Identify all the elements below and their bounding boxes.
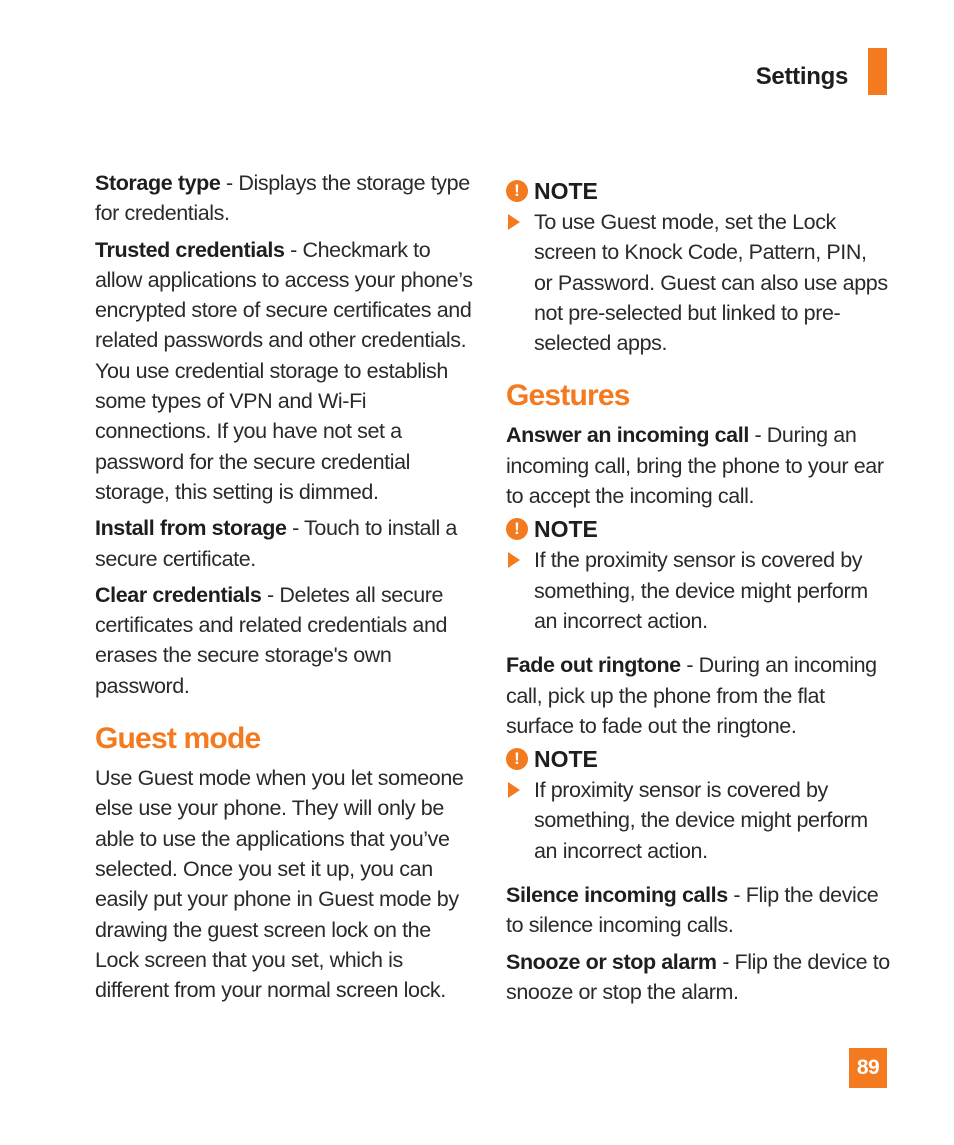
note-heading — [506, 743, 890, 775]
entry-term: Install from storage — [95, 516, 287, 541]
gestures-heading: Gestures — [506, 379, 630, 413]
entry-description: - Flip the device to silence incoming calls. — [506, 883, 879, 938]
install-from-storage-entry — [95, 513, 480, 574]
guest-mode-heading: Guest mode — [95, 722, 261, 756]
guest-mode-body: Use Guest mode when you let someone else use your phone. They will only be able to use the applications that you’ve selected. Once you set it up, you can easily put your phone in Guest mode by drawing the guest screen lock on the Lock screen that you set, which is different from your normal screen lock. — [95, 766, 464, 1003]
note-item — [506, 207, 890, 358]
entry-description: - During an incoming call, pick up the phone from the flat surface to fade out the ringtone. — [506, 653, 877, 738]
note-label: NOTE — [534, 746, 598, 773]
entry-description: - Displays the storage type for credentials. — [95, 171, 470, 226]
right-column — [506, 175, 890, 1013]
triangle-bullet-icon — [508, 214, 520, 230]
note-text: If proximity sensor is covered by something, the device might perform an incorrect action. — [534, 778, 868, 863]
note-label: NOTE — [534, 178, 598, 204]
entry-description: - Deletes all secure certificates and related credentials and erases the secure storage's own password. — [95, 582, 448, 698]
warning-icon: ! — [506, 180, 528, 202]
warning-icon: ! — [506, 518, 528, 540]
entry-term: Clear credentials — [95, 582, 262, 607]
entry-description: - Checkmark to allow applications to access your phone’s encrypted store of secure certificates and related passwords and other credentials. You use credential storage to establish some types of VPN and Wi-Fi connections. If you have not set a password for the secure credential storage, this setting is dimmed. — [95, 237, 473, 504]
entry-term: Answer an incoming call — [506, 423, 749, 448]
warning-icon: ! — [506, 748, 528, 770]
triangle-bullet-icon — [508, 552, 520, 568]
entry-description: - During an incoming call, bring the phone to your ear to accept the incoming call. — [506, 423, 884, 509]
entry-term: Storage type — [95, 171, 221, 195]
page-number: 89 — [849, 1048, 887, 1088]
fade-ringtone-entry — [506, 650, 890, 741]
note-item — [506, 545, 890, 636]
entry-term: Fade out ringtone — [506, 653, 681, 678]
section-header-title: Settings — [755, 63, 848, 90]
left-column — [95, 168, 480, 1011]
entry-term: Trusted credentials — [95, 237, 285, 262]
note-heading — [506, 175, 890, 207]
answer-call-entry — [506, 420, 890, 511]
note-text: If the proximity sensor is covered by something, the device might perform an incorrect action. — [534, 548, 868, 633]
triangle-bullet-icon — [508, 782, 520, 798]
section-tab-marker — [868, 48, 887, 95]
note-heading — [506, 513, 890, 545]
snooze-alarm-entry — [506, 947, 890, 1008]
silence-calls-entry — [506, 880, 890, 941]
entry-description: - Flip the device to snooze or stop the alarm. — [506, 949, 890, 1004]
trusted-credentials-entry — [95, 235, 480, 508]
clear-credentials-entry — [95, 580, 480, 701]
note-text: To use Guest mode, set the Lock screen to Knock Code, Pattern, PIN, or Password. Guest can also use apps not pre-selected but linked to pre-selected apps. — [534, 210, 888, 356]
note-item — [506, 775, 890, 866]
storage-type-entry — [95, 168, 480, 229]
entry-term: Snooze or stop alarm — [506, 949, 717, 974]
note-label: NOTE — [534, 516, 598, 543]
entry-description: - Touch to install a secure certificate. — [95, 516, 457, 571]
entry-term: Silence incoming calls — [506, 883, 728, 908]
